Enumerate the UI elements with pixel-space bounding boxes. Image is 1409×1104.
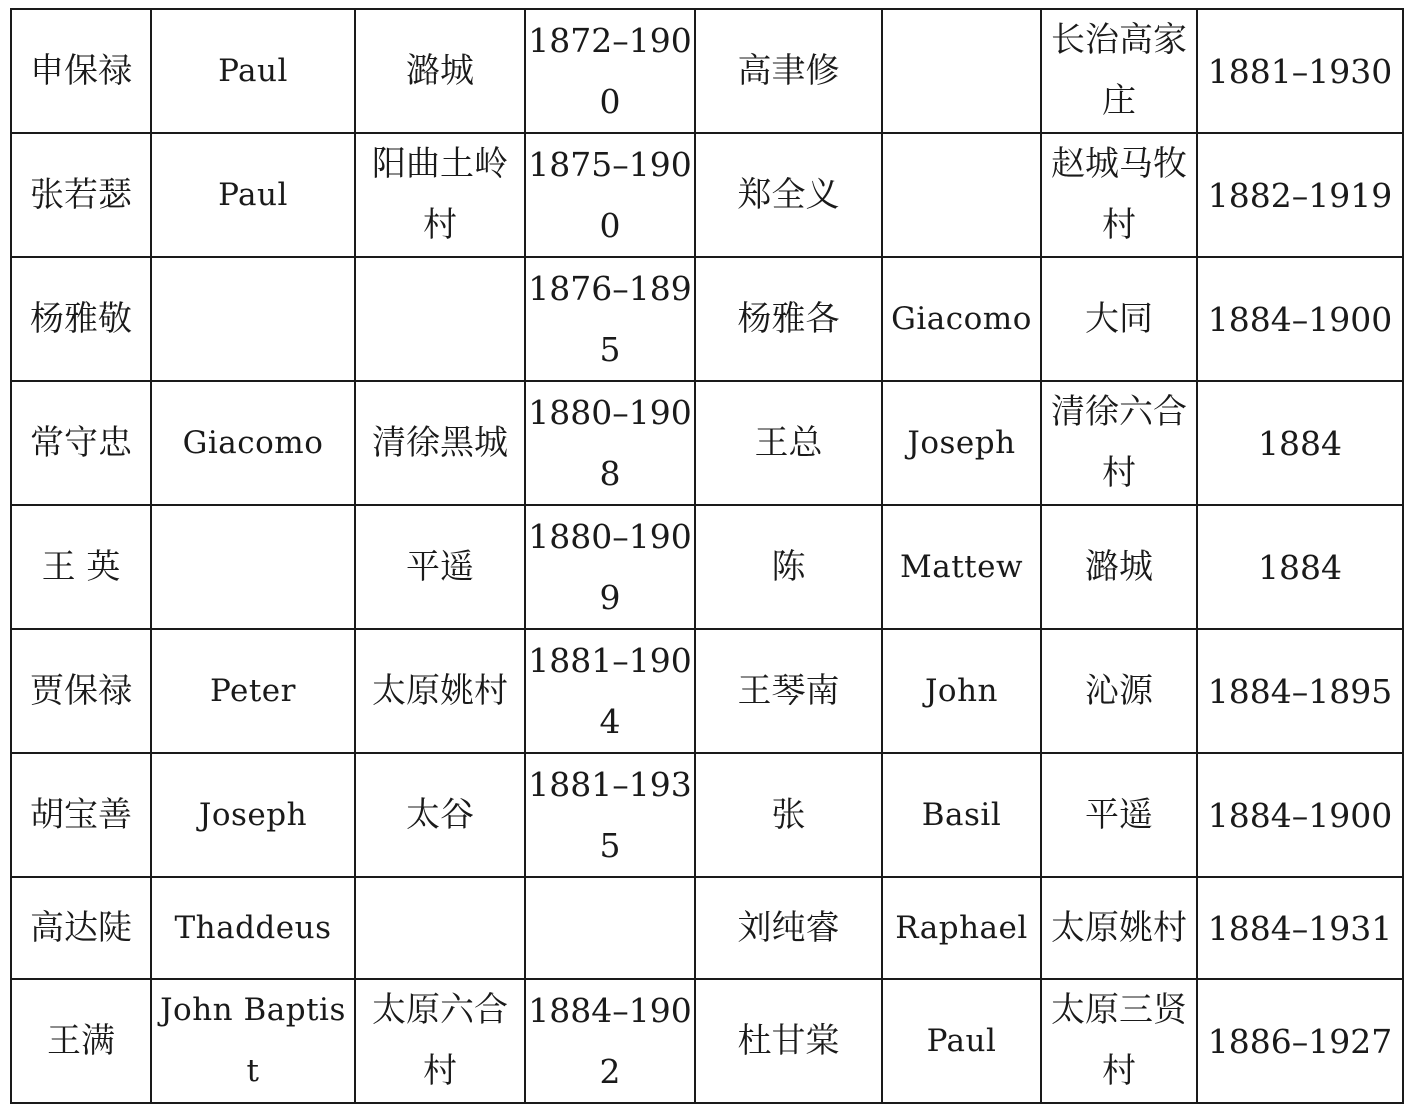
cell-name-left: 杨雅敬: [11, 257, 151, 381]
cell-name-right: 王琴南: [695, 629, 882, 753]
cell-years-right: 1881–1930: [1197, 9, 1403, 133]
cell-birthplace-left: 太谷: [355, 753, 525, 877]
table-row: [11, 133, 1403, 257]
cell-birthplace-right: 潞城: [1041, 505, 1197, 629]
cell-baptismal-name-right: Mattew: [882, 505, 1041, 629]
cell-baptismal-name-left: Paul: [151, 9, 355, 133]
cell-birthplace-left: 潞城: [355, 9, 525, 133]
cell-name-left: 高达陡: [11, 877, 151, 979]
table-row: [11, 629, 1403, 753]
cell-name-left: 王 英: [11, 505, 151, 629]
cell-years-left: 1872–1900: [525, 9, 695, 133]
cell-name-left: 常守忠: [11, 381, 151, 505]
cell-birthplace-right: 大同: [1041, 257, 1197, 381]
cell-birthplace-right: 长治高家庄: [1041, 9, 1197, 133]
cell-birthplace-left: 太原六合村: [355, 979, 525, 1103]
cell-birthplace-right: 清徐六合村: [1041, 381, 1197, 505]
table-row: [11, 9, 1403, 133]
cell-years-left: [525, 877, 695, 979]
table-row: [11, 381, 1403, 505]
cell-years-left: 1876–1895: [525, 257, 695, 381]
cell-baptismal-name-left: [151, 505, 355, 629]
cell-baptismal-name-left: Thaddeus: [151, 877, 355, 979]
cell-birthplace-right: 沁源: [1041, 629, 1197, 753]
cell-baptismal-name-right: [882, 9, 1041, 133]
table-row: [11, 753, 1403, 877]
cell-baptismal-name-left: [151, 257, 355, 381]
cell-years-right: 1884: [1197, 505, 1403, 629]
cell-name-right: 张: [695, 753, 882, 877]
cell-name-right: 刘纯睿: [695, 877, 882, 979]
cell-baptismal-name-right: Raphael: [882, 877, 1041, 979]
cell-name-left: 王满: [11, 979, 151, 1103]
cell-name-right: 杨雅各: [695, 257, 882, 381]
cell-birthplace-left: [355, 257, 525, 381]
cell-years-left: 1880–1909: [525, 505, 695, 629]
cell-years-left: 1881–1904: [525, 629, 695, 753]
cell-years-right: 1884–1931: [1197, 877, 1403, 979]
records-table-body: [11, 9, 1403, 1103]
cell-baptismal-name-right: [882, 133, 1041, 257]
cell-name-left: 申保禄: [11, 9, 151, 133]
records-table: [10, 8, 1404, 1104]
cell-birthplace-left: 太原姚村: [355, 629, 525, 753]
cell-birthplace-left: 清徐黑城: [355, 381, 525, 505]
cell-years-left: 1881–1935: [525, 753, 695, 877]
cell-birthplace-right: 平遥: [1041, 753, 1197, 877]
cell-name-right: 杜甘棠: [695, 979, 882, 1103]
cell-years-right: 1886–1927: [1197, 979, 1403, 1103]
cell-baptismal-name-right: Paul: [882, 979, 1041, 1103]
cell-years-left: 1884–1902: [525, 979, 695, 1103]
cell-baptismal-name-right: Giacomo: [882, 257, 1041, 381]
cell-birthplace-right: 赵城马牧村: [1041, 133, 1197, 257]
cell-years-right: 1884–1895: [1197, 629, 1403, 753]
cell-birthplace-right: 太原姚村: [1041, 877, 1197, 979]
cell-years-right: 1884–1900: [1197, 257, 1403, 381]
cell-baptismal-name-right: Basil: [882, 753, 1041, 877]
table-row: [11, 505, 1403, 629]
cell-baptismal-name-left: Giacomo: [151, 381, 355, 505]
table-row: [11, 979, 1403, 1103]
cell-name-right: 王总: [695, 381, 882, 505]
cell-baptismal-name-left: Paul: [151, 133, 355, 257]
cell-birthplace-left: 阳曲土岭村: [355, 133, 525, 257]
cell-birthplace-left: [355, 877, 525, 979]
cell-name-left: 胡宝善: [11, 753, 151, 877]
table-row: [11, 257, 1403, 381]
cell-name-left: 贾保禄: [11, 629, 151, 753]
cell-years-left: 1875–1900: [525, 133, 695, 257]
cell-years-right: 1884–1900: [1197, 753, 1403, 877]
cell-birthplace-right: 太原三贤村: [1041, 979, 1197, 1103]
cell-name-right: 陈: [695, 505, 882, 629]
cell-birthplace-left: 平遥: [355, 505, 525, 629]
cell-baptismal-name-left: John Baptist: [151, 979, 355, 1103]
cell-name-right: 郑全义: [695, 133, 882, 257]
cell-years-right: 1882–1919: [1197, 133, 1403, 257]
cell-baptismal-name-right: John: [882, 629, 1041, 753]
cell-baptismal-name-right: Joseph: [882, 381, 1041, 505]
cell-baptismal-name-left: Peter: [151, 629, 355, 753]
cell-baptismal-name-left: Joseph: [151, 753, 355, 877]
table-row: [11, 877, 1403, 979]
cell-years-left: 1880–1908: [525, 381, 695, 505]
cell-years-right: 1884: [1197, 381, 1403, 505]
cell-name-right: 高聿修: [695, 9, 882, 133]
cell-name-left: 张若瑟: [11, 133, 151, 257]
